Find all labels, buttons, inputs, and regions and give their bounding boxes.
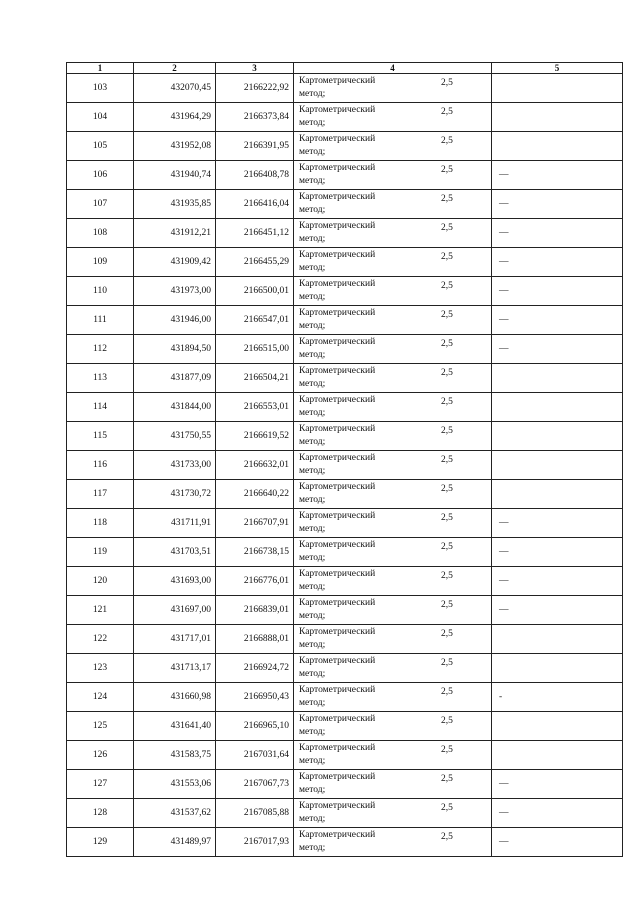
note-cell: — (492, 596, 623, 625)
point-number: 124 (67, 683, 134, 712)
coordinate-y: 2167085,88 (216, 799, 294, 828)
method-word: метод; (299, 640, 326, 650)
coordinate-y: 2166547,01 (216, 306, 294, 335)
point-number: 114 (67, 393, 134, 422)
note-cell (492, 625, 623, 654)
point-number: 128 (67, 799, 134, 828)
note-cell: — (492, 219, 623, 248)
note-cell: — (492, 277, 623, 306)
method-name: Картометрический (299, 163, 376, 173)
point-number: 103 (67, 74, 134, 103)
note-cell (492, 654, 623, 683)
coordinate-x: 431717,01 (134, 625, 216, 654)
note-cell: — (492, 509, 623, 538)
coordinate-x: 432070,45 (134, 74, 216, 103)
method-cell (294, 828, 492, 857)
coordinate-y: 2166451,12 (216, 219, 294, 248)
coordinate-x: 431877,09 (134, 364, 216, 393)
coordinate-x: 431935,85 (134, 190, 216, 219)
coordinate-x: 431940,74 (134, 161, 216, 190)
coordinate-x: 431894,50 (134, 335, 216, 364)
method-name: Картометрический (299, 656, 376, 666)
coordinate-x: 431703,51 (134, 538, 216, 567)
point-number: 107 (67, 190, 134, 219)
method-word: метод; (299, 843, 326, 853)
header-col-4: 4 (294, 63, 492, 74)
method-word: метод; (299, 234, 326, 244)
point-number: 122 (67, 625, 134, 654)
note-cell (492, 364, 623, 393)
accuracy-value: 2,5 (441, 513, 453, 523)
point-number: 126 (67, 741, 134, 770)
table-row (67, 799, 623, 828)
accuracy-value: 2,5 (441, 658, 453, 668)
point-number: 108 (67, 219, 134, 248)
method-word: метод; (299, 147, 326, 157)
method-word: метод; (299, 321, 326, 331)
method-cell (294, 683, 492, 712)
coordinate-x: 431912,21 (134, 219, 216, 248)
coordinate-x: 431844,00 (134, 393, 216, 422)
method-name: Картометрический (299, 279, 376, 289)
table-row (67, 567, 623, 596)
table-row (67, 364, 623, 393)
table-row (67, 654, 623, 683)
header-col-3: 3 (216, 63, 294, 74)
coordinate-x: 431693,00 (134, 567, 216, 596)
coordinate-x: 431537,62 (134, 799, 216, 828)
point-number: 119 (67, 538, 134, 567)
method-name: Картометрический (299, 482, 376, 492)
note-cell: - (492, 683, 623, 712)
note-cell (492, 712, 623, 741)
accuracy-value: 2,5 (441, 571, 453, 581)
method-word: метод; (299, 814, 326, 824)
method-cell (294, 422, 492, 451)
coordinate-x: 431952,08 (134, 132, 216, 161)
accuracy-value: 2,5 (441, 107, 453, 117)
table-row (67, 741, 623, 770)
coordinate-x: 431641,40 (134, 712, 216, 741)
accuracy-value: 2,5 (441, 542, 453, 552)
table-row (67, 103, 623, 132)
coordinate-x: 431660,98 (134, 683, 216, 712)
table-row (67, 161, 623, 190)
note-cell (492, 393, 623, 422)
header-row (67, 63, 623, 74)
point-number: 121 (67, 596, 134, 625)
method-word: метод; (299, 524, 326, 534)
method-name: Картометрический (299, 801, 376, 811)
accuracy-value: 2,5 (441, 339, 453, 349)
point-number: 117 (67, 480, 134, 509)
coordinate-x: 431711,91 (134, 509, 216, 538)
method-name: Картометрический (299, 105, 376, 115)
table-row (67, 625, 623, 654)
method-name: Картометрический (299, 308, 376, 318)
method-word: метод; (299, 263, 326, 273)
note-cell (492, 480, 623, 509)
accuracy-value: 2,5 (441, 397, 453, 407)
point-number: 123 (67, 654, 134, 683)
table-row (67, 683, 623, 712)
table-row (67, 306, 623, 335)
accuracy-value: 2,5 (441, 310, 453, 320)
table-row (67, 248, 623, 277)
method-word: метод; (299, 118, 326, 128)
table-row (67, 190, 623, 219)
coordinate-y: 2166707,91 (216, 509, 294, 538)
point-number: 118 (67, 509, 134, 538)
method-cell (294, 190, 492, 219)
table-row (67, 335, 623, 364)
method-word: метод; (299, 350, 326, 360)
method-name: Картометрический (299, 337, 376, 347)
point-number: 104 (67, 103, 134, 132)
method-cell (294, 770, 492, 799)
method-name: Картометрический (299, 772, 376, 782)
coordinates-table (66, 62, 623, 857)
method-name: Картометрический (299, 598, 376, 608)
method-word: метод; (299, 437, 326, 447)
accuracy-value: 2,5 (441, 629, 453, 639)
coordinate-y: 2166373,84 (216, 103, 294, 132)
method-name: Картометрический (299, 134, 376, 144)
accuracy-value: 2,5 (441, 165, 453, 175)
coordinate-x: 431489,97 (134, 828, 216, 857)
accuracy-value: 2,5 (441, 600, 453, 610)
note-cell: — (492, 828, 623, 857)
note-cell (492, 451, 623, 480)
table-row (67, 509, 623, 538)
coordinate-y: 2166839,01 (216, 596, 294, 625)
accuracy-value: 2,5 (441, 687, 453, 697)
method-word: метод; (299, 669, 326, 679)
method-cell (294, 306, 492, 335)
coordinate-y: 2166553,01 (216, 393, 294, 422)
method-cell (294, 277, 492, 306)
accuracy-value: 2,5 (441, 368, 453, 378)
table-row (67, 480, 623, 509)
point-number: 115 (67, 422, 134, 451)
method-word: метод; (299, 756, 326, 766)
coordinate-y: 2166640,22 (216, 480, 294, 509)
header-col-2: 2 (134, 63, 216, 74)
method-cell (294, 393, 492, 422)
coordinate-y: 2166965,10 (216, 712, 294, 741)
coordinate-y: 2166504,21 (216, 364, 294, 393)
method-cell (294, 596, 492, 625)
coordinate-y: 2167031,64 (216, 741, 294, 770)
method-word: метод; (299, 698, 326, 708)
header-col-5: 5 (492, 63, 623, 74)
method-cell (294, 248, 492, 277)
coordinate-x: 431909,42 (134, 248, 216, 277)
method-name: Картометрический (299, 250, 376, 260)
method-cell (294, 219, 492, 248)
coordinate-x: 431553,06 (134, 770, 216, 799)
accuracy-value: 2,5 (441, 745, 453, 755)
method-cell (294, 567, 492, 596)
point-number: 110 (67, 277, 134, 306)
note-cell: — (492, 538, 623, 567)
method-cell (294, 364, 492, 393)
coordinate-y: 2166391,95 (216, 132, 294, 161)
coordinate-x: 431713,17 (134, 654, 216, 683)
method-word: метод; (299, 408, 326, 418)
method-word: метод; (299, 611, 326, 621)
point-number: 120 (67, 567, 134, 596)
method-name: Картометрический (299, 511, 376, 521)
method-word: метод; (299, 205, 326, 215)
table-row (67, 451, 623, 480)
point-number: 105 (67, 132, 134, 161)
method-cell (294, 161, 492, 190)
note-cell (492, 74, 623, 103)
coordinate-y: 2166455,29 (216, 248, 294, 277)
method-name: Картометрический (299, 424, 376, 434)
method-cell (294, 103, 492, 132)
accuracy-value: 2,5 (441, 455, 453, 465)
method-word: метод; (299, 379, 326, 389)
method-cell (294, 335, 492, 364)
coordinate-x: 431730,72 (134, 480, 216, 509)
method-cell (294, 741, 492, 770)
table-row (67, 596, 623, 625)
method-name: Картометрический (299, 192, 376, 202)
method-name: Картометрический (299, 627, 376, 637)
accuracy-value: 2,5 (441, 803, 453, 813)
coordinate-y: 2166776,01 (216, 567, 294, 596)
note-cell (492, 103, 623, 132)
coordinate-y: 2166950,43 (216, 683, 294, 712)
point-number: 125 (67, 712, 134, 741)
point-number: 112 (67, 335, 134, 364)
accuracy-value: 2,5 (441, 484, 453, 494)
table-row (67, 219, 623, 248)
method-word: метод; (299, 727, 326, 737)
coordinate-x: 431697,00 (134, 596, 216, 625)
coordinate-y: 2166924,72 (216, 654, 294, 683)
method-cell (294, 74, 492, 103)
coordinate-x: 431964,29 (134, 103, 216, 132)
note-cell: — (492, 306, 623, 335)
table-row (67, 393, 623, 422)
note-cell (492, 422, 623, 451)
method-cell (294, 480, 492, 509)
header-col-1: 1 (67, 63, 134, 74)
coordinate-x: 431583,75 (134, 741, 216, 770)
accuracy-value: 2,5 (441, 281, 453, 291)
coordinate-y: 2167067,73 (216, 770, 294, 799)
method-name: Картометрический (299, 714, 376, 724)
point-number: 127 (67, 770, 134, 799)
point-number: 129 (67, 828, 134, 857)
method-name: Картометрический (299, 221, 376, 231)
coordinate-y: 2166515,00 (216, 335, 294, 364)
method-name: Картометрический (299, 76, 376, 86)
coordinate-y: 2166408,78 (216, 161, 294, 190)
note-cell: — (492, 799, 623, 828)
accuracy-value: 2,5 (441, 832, 453, 842)
note-cell: — (492, 770, 623, 799)
method-cell (294, 625, 492, 654)
method-name: Картометрический (299, 540, 376, 550)
note-cell (492, 132, 623, 161)
table-row (67, 828, 623, 857)
method-word: метод; (299, 176, 326, 186)
method-name: Картометрический (299, 366, 376, 376)
point-number: 111 (67, 306, 134, 335)
point-number: 113 (67, 364, 134, 393)
table-row (67, 770, 623, 799)
method-cell (294, 712, 492, 741)
coordinate-x: 431946,00 (134, 306, 216, 335)
note-cell: — (492, 161, 623, 190)
accuracy-value: 2,5 (441, 223, 453, 233)
note-cell: — (492, 190, 623, 219)
method-name: Картометрический (299, 395, 376, 405)
coordinate-y: 2166632,01 (216, 451, 294, 480)
accuracy-value: 2,5 (441, 136, 453, 146)
coordinate-x: 431733,00 (134, 451, 216, 480)
coordinate-y: 2166222,92 (216, 74, 294, 103)
coordinate-y: 2166619,52 (216, 422, 294, 451)
method-cell (294, 538, 492, 567)
method-cell (294, 799, 492, 828)
method-word: метод; (299, 785, 326, 795)
accuracy-value: 2,5 (441, 78, 453, 88)
coordinate-x: 431973,00 (134, 277, 216, 306)
method-word: метод; (299, 553, 326, 563)
coordinate-y: 2166888,01 (216, 625, 294, 654)
table-row (67, 538, 623, 567)
method-cell (294, 451, 492, 480)
method-cell (294, 509, 492, 538)
table-row (67, 132, 623, 161)
method-name: Картометрический (299, 569, 376, 579)
coordinate-y: 2167017,93 (216, 828, 294, 857)
accuracy-value: 2,5 (441, 252, 453, 262)
coordinate-y: 2166738,15 (216, 538, 294, 567)
note-cell: — (492, 248, 623, 277)
note-cell: — (492, 335, 623, 364)
method-name: Картометрический (299, 743, 376, 753)
method-word: метод; (299, 292, 326, 302)
table-row (67, 74, 623, 103)
note-cell (492, 741, 623, 770)
method-name: Картометрический (299, 830, 376, 840)
accuracy-value: 2,5 (441, 716, 453, 726)
coordinate-x: 431750,55 (134, 422, 216, 451)
table-body (67, 74, 623, 857)
accuracy-value: 2,5 (441, 194, 453, 204)
method-word: метод; (299, 495, 326, 505)
table-row (67, 712, 623, 741)
note-cell: — (492, 567, 623, 596)
accuracy-value: 2,5 (441, 774, 453, 784)
method-cell (294, 132, 492, 161)
method-word: метод; (299, 582, 326, 592)
point-number: 109 (67, 248, 134, 277)
method-name: Картометрический (299, 685, 376, 695)
method-word: метод; (299, 466, 326, 476)
table-row (67, 422, 623, 451)
coordinate-y: 2166500,01 (216, 277, 294, 306)
point-number: 116 (67, 451, 134, 480)
accuracy-value: 2,5 (441, 426, 453, 436)
coordinate-y: 2166416,04 (216, 190, 294, 219)
method-cell (294, 654, 492, 683)
method-word: метод; (299, 89, 326, 99)
method-name: Картометрический (299, 453, 376, 463)
point-number: 106 (67, 161, 134, 190)
table-row (67, 277, 623, 306)
